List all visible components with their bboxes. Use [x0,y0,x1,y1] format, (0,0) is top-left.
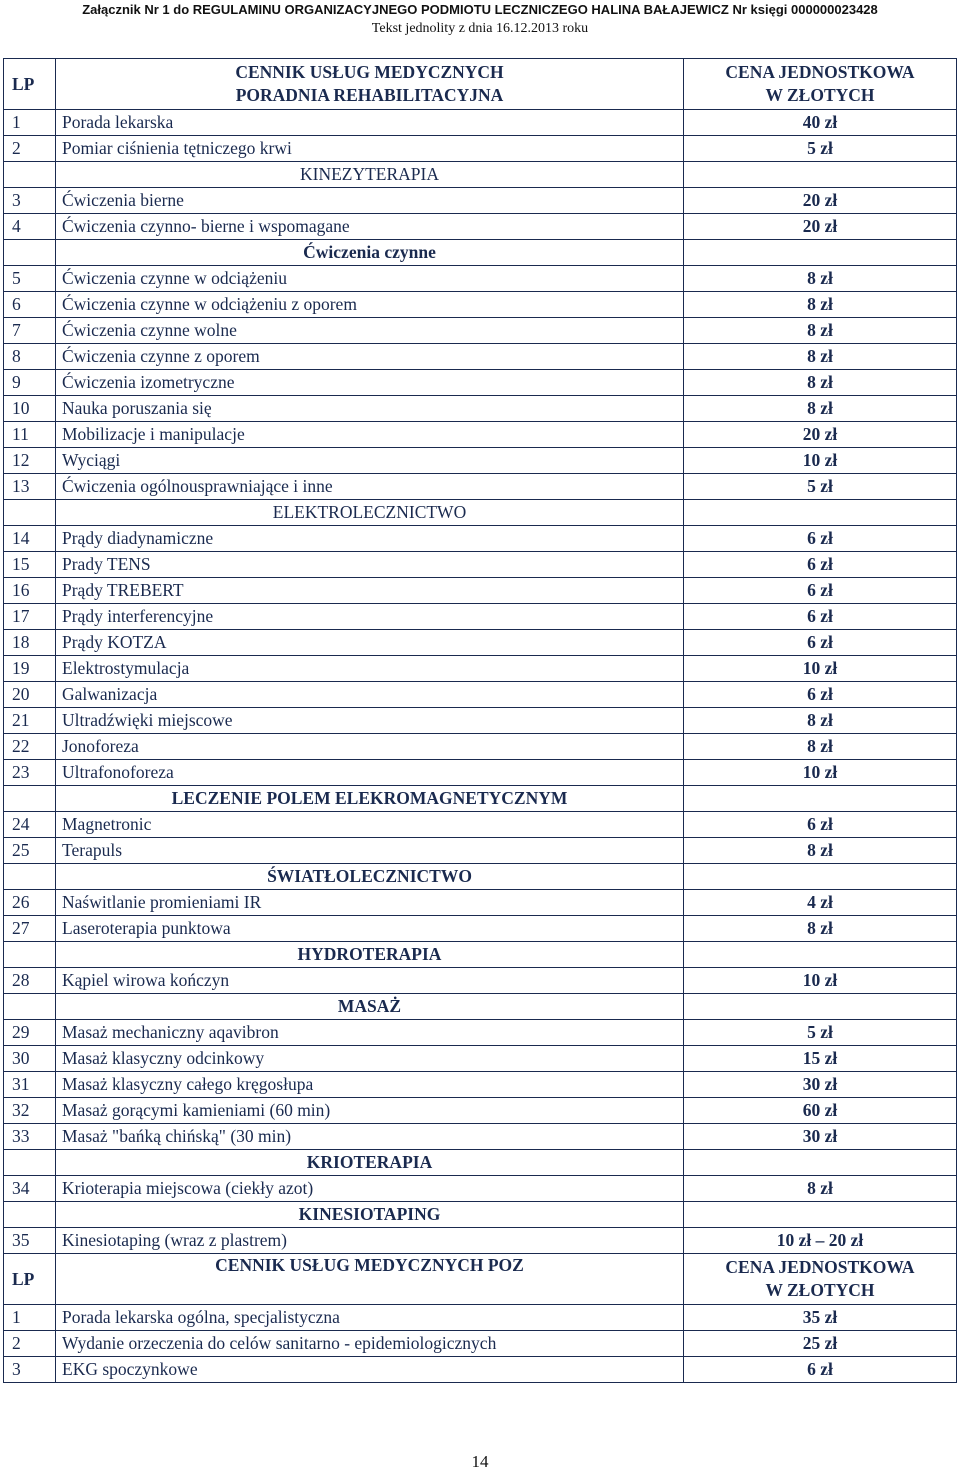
row-service-name: Kąpiel wirowa kończyn [56,968,684,994]
section-title: Ćwiczenia czynne [56,240,684,266]
table-row [4,682,957,708]
row-lp: 32 [4,1098,56,1124]
table-row [4,422,957,448]
row-lp: 28 [4,968,56,994]
section-row [4,994,957,1020]
row-service-name: Porada lekarska ogólna, specjalistyczna [56,1305,684,1331]
row-lp: 7 [4,318,56,344]
row-service-name: Ćwiczenia czynne wolne [56,318,684,344]
table2-price-header-line2: W ZŁOTYCH [765,1280,875,1300]
table1-title [56,59,684,110]
row-lp: 14 [4,526,56,552]
table-row [4,1331,957,1357]
table1-header-row [4,59,957,110]
section-title: ELEKTROLECZNICTWO [56,500,684,526]
table-row [4,604,957,630]
row-service-name: Prądy interferencyjne [56,604,684,630]
row-lp: 17 [4,604,56,630]
table-row [4,1098,957,1124]
row-service-name: Ćwiczenia czynne w odciążeniu [56,266,684,292]
table1-price-header [684,59,957,110]
row-lp: 23 [4,760,56,786]
row-price: 10 zł [684,656,957,682]
table-row [4,344,957,370]
section-title: KINEZYTERAPIA [56,162,684,188]
section-lp-cell [4,1202,56,1228]
table-row [4,266,957,292]
row-price: 6 zł [684,552,957,578]
table-row [4,916,957,942]
table-row [4,136,957,162]
section-lp-cell [4,786,56,812]
section-row [4,162,957,188]
page-number: 14 [471,1452,489,1471]
table-row [4,214,957,240]
row-service-name: Mobilizacje i manipulacje [56,422,684,448]
row-price: 8 zł [684,370,957,396]
table-row [4,552,957,578]
row-lp: 2 [4,1331,56,1357]
row-price: 35 zł [684,1305,957,1331]
row-lp: 8 [4,344,56,370]
price-table-body [4,59,957,1383]
table2-title: CENNIK USŁUG MEDYCZNYCH POZ [56,1254,684,1305]
row-service-name: Terapuls [56,838,684,864]
row-price: 40 zł [684,110,957,136]
row-price: 25 zł [684,1331,957,1357]
section-price-cell [684,942,957,968]
row-lp: 20 [4,682,56,708]
row-lp: 21 [4,708,56,734]
table-row [4,1020,957,1046]
row-price: 6 zł [684,1357,957,1383]
row-service-name: Magnetronic [56,812,684,838]
row-lp: 34 [4,1176,56,1202]
row-price: 6 zł [684,630,957,656]
section-title: HYDROTERAPIA [56,942,684,968]
row-price: 6 zł [684,682,957,708]
section-lp-cell [4,162,56,188]
row-service-name: Ultradźwięki miejscowe [56,708,684,734]
section-lp-cell [4,240,56,266]
row-price: 15 zł [684,1046,957,1072]
row-service-name: Ćwiczenia bierne [56,188,684,214]
table-row [4,760,957,786]
row-service-name: Ćwiczenia czynne w odciążeniu z oporem [56,292,684,318]
row-price: 8 zł [684,344,957,370]
section-price-cell [684,1150,957,1176]
row-service-name: Laseroterapia punktowa [56,916,684,942]
section-row [4,240,957,266]
row-service-name: Masaż klasyczny odcinkowy [56,1046,684,1072]
row-lp: 4 [4,214,56,240]
section-lp-cell [4,864,56,890]
table1-price-header-line2: W ZŁOTYCH [765,85,875,105]
section-row [4,1150,957,1176]
row-price: 20 zł [684,422,957,448]
table-row [4,1305,957,1331]
row-price: 10 zł – 20 zł [684,1228,957,1254]
table-row [4,812,957,838]
row-service-name: Masaż "bańką chińską" (30 min) [56,1124,684,1150]
row-lp: 24 [4,812,56,838]
table1-title-line2: PORADNIA REHABILITACYJNA [235,85,504,105]
row-price: 30 zł [684,1072,957,1098]
section-title: KRIOTERAPIA [56,1150,684,1176]
row-lp: 18 [4,630,56,656]
section-price-cell [684,162,957,188]
section-price-cell [684,500,957,526]
row-lp: 22 [4,734,56,760]
row-price: 8 zł [684,266,957,292]
row-service-name: Masaż klasyczny całego kręgosłupa [56,1072,684,1098]
section-price-cell [684,994,957,1020]
row-service-name: Ćwiczenia czynno- bierne i wspomagane [56,214,684,240]
section-row [4,786,957,812]
section-row [4,864,957,890]
row-lp: 10 [4,396,56,422]
row-lp: 29 [4,1020,56,1046]
section-row [4,500,957,526]
table-row [4,630,957,656]
row-price: 8 zł [684,1176,957,1202]
row-service-name: Naświtlanie promieniami IR [56,890,684,916]
row-price: 8 zł [684,838,957,864]
section-price-cell [684,240,957,266]
row-lp: 33 [4,1124,56,1150]
row-lp: 11 [4,422,56,448]
row-price: 30 zł [684,1124,957,1150]
row-service-name: Prądy KOTZA [56,630,684,656]
table2-lp-header: LP [4,1254,56,1305]
row-price: 8 zł [684,318,957,344]
row-lp: 15 [4,552,56,578]
row-price: 8 zł [684,916,957,942]
row-service-name: Nauka poruszania się [56,396,684,422]
row-service-name: Ćwiczenia ogólnousprawniające i inne [56,474,684,500]
row-price: 8 zł [684,396,957,422]
row-price: 4 zł [684,890,957,916]
section-title: LECZENIE POLEM ELEKROMAGNETYCZNYM [56,786,684,812]
section-price-cell [684,1202,957,1228]
table-row [4,396,957,422]
row-lp: 13 [4,474,56,500]
row-lp: 3 [4,1357,56,1383]
section-price-cell [684,864,957,890]
table-row [4,1228,957,1254]
row-lp: 1 [4,110,56,136]
section-title: KINESIOTAPING [56,1202,684,1228]
row-price: 10 zł [684,448,957,474]
row-service-name: Wyciągi [56,448,684,474]
table-row [4,448,957,474]
row-service-name: Kinesiotaping (wraz z plastrem) [56,1228,684,1254]
row-price: 6 zł [684,526,957,552]
section-title: ŚWIATŁOLECZNICTWO [56,864,684,890]
table-row [4,370,957,396]
row-lp: 35 [4,1228,56,1254]
table-row [4,708,957,734]
row-lp: 19 [4,656,56,682]
table-row [4,578,957,604]
row-service-name: Wydanie orzeczenia do celów sanitarno - epidemiologicznych [56,1331,684,1357]
row-service-name: Elektrostymulacja [56,656,684,682]
table2-price-header-line1: CENA JEDNOSTKOWA [725,1257,915,1277]
section-lp-cell [4,994,56,1020]
table1-price-header-line1: CENA JEDNOSTKOWA [725,62,915,82]
section-row [4,1202,957,1228]
section-lp-cell [4,1150,56,1176]
row-price: 10 zł [684,760,957,786]
table-row [4,1176,957,1202]
section-lp-cell [4,500,56,526]
table-row [4,838,957,864]
table-row [4,656,957,682]
row-price: 20 zł [684,214,957,240]
row-price: 6 zł [684,812,957,838]
row-service-name: Jonoforeza [56,734,684,760]
row-price: 8 zł [684,708,957,734]
table-row [4,1357,957,1383]
row-lp: 30 [4,1046,56,1072]
row-service-name: Ultrafonoforeza [56,760,684,786]
row-service-name: Krioterapia miejscowa (ciekły azot) [56,1176,684,1202]
table-row [4,1124,957,1150]
table1-title-line1: CENNIK USŁUG MEDYCZNYCH [235,62,504,82]
document-header-title: Załącznik Nr 1 do REGULAMINU ORGANIZACYJNEGO PODMIOTU LECZNICZEGO HALINA BAŁAJEWICZ Nr księgi 000000023428 [82,2,878,17]
row-lp: 1 [4,1305,56,1331]
row-price: 8 zł [684,292,957,318]
row-lp: 9 [4,370,56,396]
row-lp: 16 [4,578,56,604]
row-service-name: Ćwiczenia izometryczne [56,370,684,396]
row-service-name: Pomiar ciśnienia tętniczego krwi [56,136,684,162]
section-lp-cell [4,942,56,968]
table1-lp-header: LP [4,59,56,110]
table-row [4,318,957,344]
section-title: MASAŻ [56,994,684,1020]
price-table [3,58,957,1383]
row-price: 5 zł [684,474,957,500]
row-lp: 26 [4,890,56,916]
row-lp: 12 [4,448,56,474]
section-row [4,942,957,968]
row-lp: 25 [4,838,56,864]
row-price: 5 zł [684,136,957,162]
row-service-name: Ćwiczenia czynne z oporem [56,344,684,370]
row-service-name: Prady TENS [56,552,684,578]
row-service-name: Masaż mechaniczny aqavibron [56,1020,684,1046]
row-price: 8 zł [684,734,957,760]
table-row [4,1072,957,1098]
table2-header-row [4,1254,957,1305]
row-price: 10 zł [684,968,957,994]
table-row [4,188,957,214]
table-row [4,734,957,760]
row-service-name: Porada lekarska [56,110,684,136]
row-service-name: Galwanizacja [56,682,684,708]
document-header-date: Tekst jednolity z dnia 16.12.2013 roku [371,21,589,36]
row-price: 5 zł [684,1020,957,1046]
row-price: 6 zł [684,604,957,630]
section-price-cell [684,786,957,812]
row-price: 6 zł [684,578,957,604]
row-lp: 6 [4,292,56,318]
table-row [4,110,957,136]
table2-price-header [684,1254,957,1305]
table-row [4,890,957,916]
row-service-name: Masaż gorącymi kamieniami (60 min) [56,1098,684,1124]
row-lp: 3 [4,188,56,214]
row-price: 60 zł [684,1098,957,1124]
table-row [4,526,957,552]
row-price: 20 zł [684,188,957,214]
row-service-name: Prądy TREBERT [56,578,684,604]
row-lp: 2 [4,136,56,162]
table-row [4,968,957,994]
row-service-name: EKG spoczynkowe [56,1357,684,1383]
row-lp: 5 [4,266,56,292]
table-row [4,292,957,318]
row-lp: 27 [4,916,56,942]
table-row [4,1046,957,1072]
row-service-name: Prądy diadynamiczne [56,526,684,552]
table-row [4,474,957,500]
row-lp: 31 [4,1072,56,1098]
